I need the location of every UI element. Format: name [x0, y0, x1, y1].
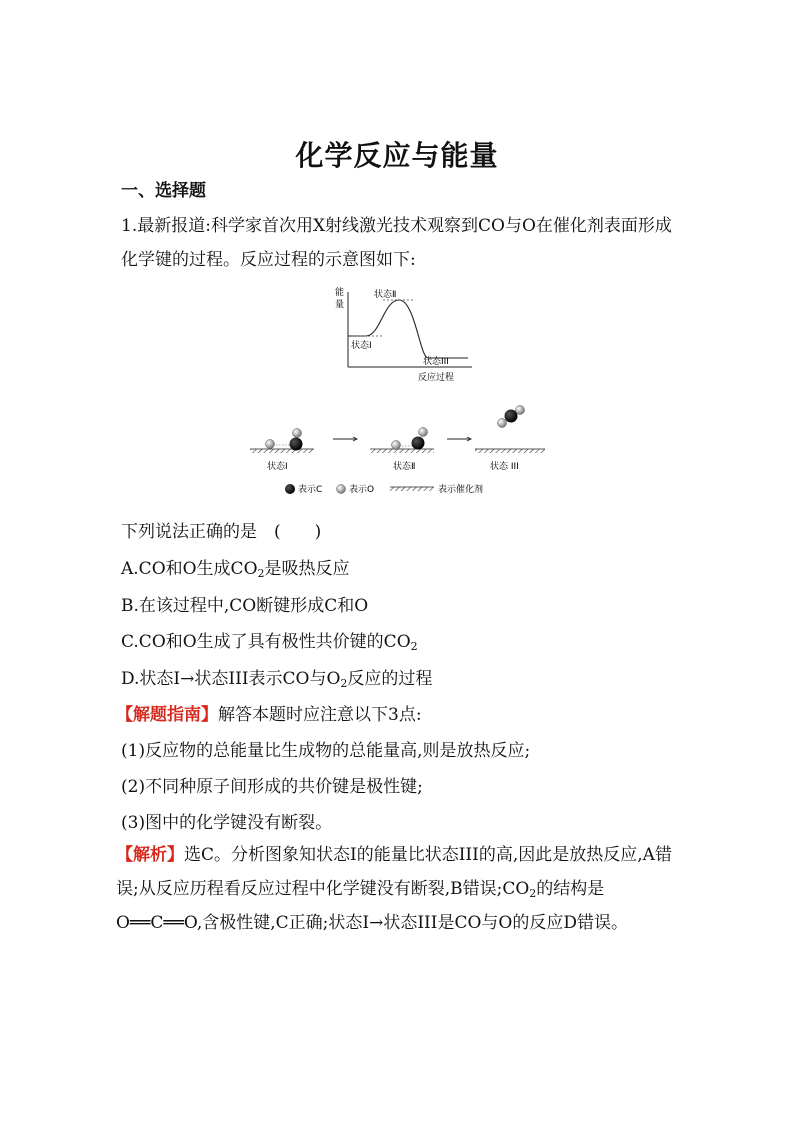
carbon-atom — [412, 437, 425, 450]
catalyst-surface-2 — [370, 449, 434, 453]
page-title: 化学反应与能量 — [295, 139, 499, 172]
analysis-paragraph: 【解析】选C。分析图象知状态Ⅰ的能量比状态III的高,因此是放热反应,A错误;从反应历程看反应过程中化学键没有断裂,B错误$;CO_2$的结构是O══C══O,含极性键,C正确;状态Ⅰ→状态III是CO与O的反应D错误。 — [116, 845, 672, 933]
catalyst-surface-3 — [475, 449, 545, 453]
oxygen-atom — [498, 419, 507, 428]
energy-diagram — [240, 284, 560, 504]
question-stem: 1.最新报道:科学家首次用X射线激光技术观察到CO与O在催化剂表面形成化学键的过程。反应过程的示意图如下: — [121, 216, 672, 270]
section-heading: 一、选择题 — [121, 181, 206, 201]
guide-intro: 【解题指南】解答本题时应注意以下3点: — [116, 705, 422, 725]
bottom-state3-label: 状态 III — [490, 462, 519, 472]
option-b: B.在该过程中,CO断键形成C和O — [121, 596, 369, 616]
oxygen-atom — [266, 440, 275, 449]
legend-carbon-text: 表示C — [298, 485, 323, 495]
oxygen-atom — [293, 429, 302, 438]
guide-point-2: (2)不同种原子间形成的共价键是极性键; — [121, 777, 423, 797]
guide-point-1: (1)反应物的总能量比生成物的总能量高,则是放热反应; — [121, 741, 531, 761]
oxygen-atom — [419, 428, 428, 437]
energy-axis-label-2: 量 — [335, 300, 345, 310]
option-c: C.CO和O生成了具有极性共价键的$CO_2$ — [121, 632, 418, 653]
oxygen-atom — [392, 441, 401, 450]
bottom-state2-label: 状态Ⅱ — [393, 462, 416, 472]
analysis-label: 【解析】 — [116, 845, 184, 865]
guide-label: 【解题指南】 — [116, 705, 218, 725]
oxygen-atom — [516, 406, 525, 415]
bottom-state1-label: 状态Ⅰ — [267, 462, 288, 472]
diagram-legend — [285, 483, 483, 495]
guide-point-3: (3)图中的化学键没有断裂。 — [121, 813, 333, 833]
legend-carbon-icon — [285, 484, 295, 494]
state1-label: 状态Ⅰ — [351, 341, 372, 351]
legend-catalyst-text: 表示催化剂 — [438, 485, 484, 495]
catalyst-surface-1 — [250, 449, 314, 453]
question-prompt: 下列说法正确的是 ( ) — [121, 522, 322, 542]
legend-oxygen-text: 表示O — [349, 485, 375, 495]
option-a: A.CO和O生成$CO_2$是吸热反应 — [121, 559, 350, 580]
legend-catalyst-icon — [390, 487, 434, 491]
carbon-atom — [290, 438, 303, 451]
process-axis-label: 反应过程 — [418, 373, 455, 383]
molecule-states — [250, 406, 545, 473]
state3-label: 状态III — [423, 357, 449, 367]
state2-label: 状态Ⅱ — [374, 290, 397, 300]
energy-axis-label-1: 能 — [335, 288, 345, 298]
energy-chart — [335, 286, 472, 383]
option-d: D.状态Ⅰ→状态III表示CO与$O_2$反应的过程 — [121, 669, 433, 690]
legend-oxygen-icon — [337, 485, 346, 494]
